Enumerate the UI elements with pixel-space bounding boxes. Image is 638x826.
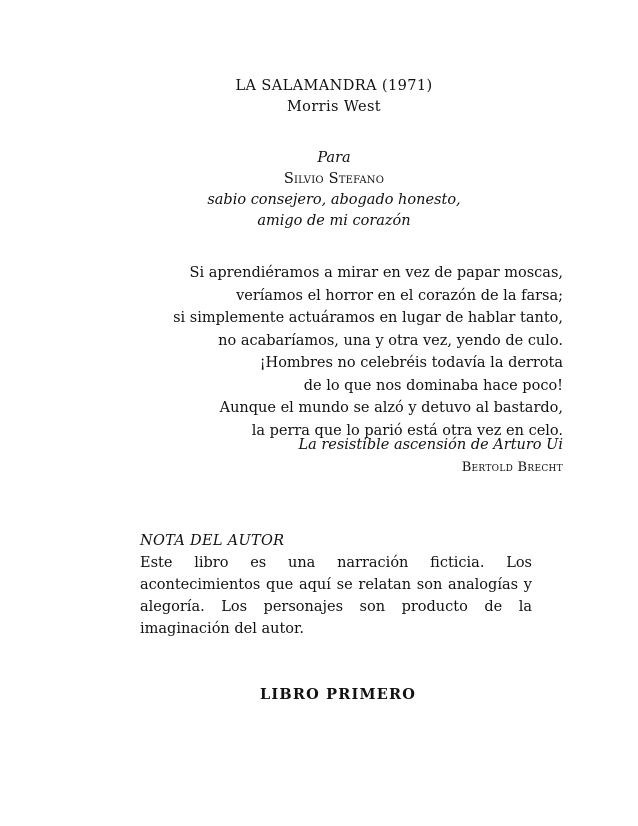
epigraph-source-author: Bertold Brecht: [461, 460, 563, 475]
section-heading: LIBRO PRIMERO: [260, 686, 417, 703]
book-author: Morris West: [286, 99, 382, 115]
poem-line: la perra que lo parió está otra vez en celo.: [251, 422, 563, 439]
dedication-line: sabio consejero, abogado honesto,: [207, 192, 461, 208]
poem-line: si simplemente actuáramos en lugar de hablar tanto,: [173, 310, 563, 326]
poem-line: ¡Hombres no celebréis todavía la derrota: [259, 355, 563, 371]
poem-line: Si aprendiéramos a mirar en vez de papar moscas,: [189, 265, 563, 281]
dedication-name: Silvio Stefano: [283, 171, 385, 187]
epigraph-source-title: La resistible ascensión de Arturo Ui: [298, 437, 563, 453]
dedication-for: Para: [317, 150, 351, 166]
poem-line: Aunque el mundo se alzó y detuvo al bastardo,: [219, 400, 563, 416]
book-title: LA SALAMANDRA (1971): [235, 78, 433, 94]
author-note-heading: NOTA DEL AUTOR: [140, 533, 285, 549]
dedication-line: amigo de mi corazón: [257, 213, 411, 229]
author-note: [140, 530, 532, 640]
poem-line: de lo que nos dominaba hace poco!: [303, 377, 563, 394]
epigraph-poem: [140, 262, 563, 442]
poem-line: no acabaríamos, una y otra vez, yendo de culo.: [218, 332, 563, 349]
poem-line: veríamos el horror en el corazón de la farsa;: [236, 287, 563, 304]
author-note-body: Este libro es una narración ficticia. Los acontecimientos que aquí se relatan son analogías y alegoría. Los personajes son producto de la imaginación del autor.: [140, 555, 532, 637]
